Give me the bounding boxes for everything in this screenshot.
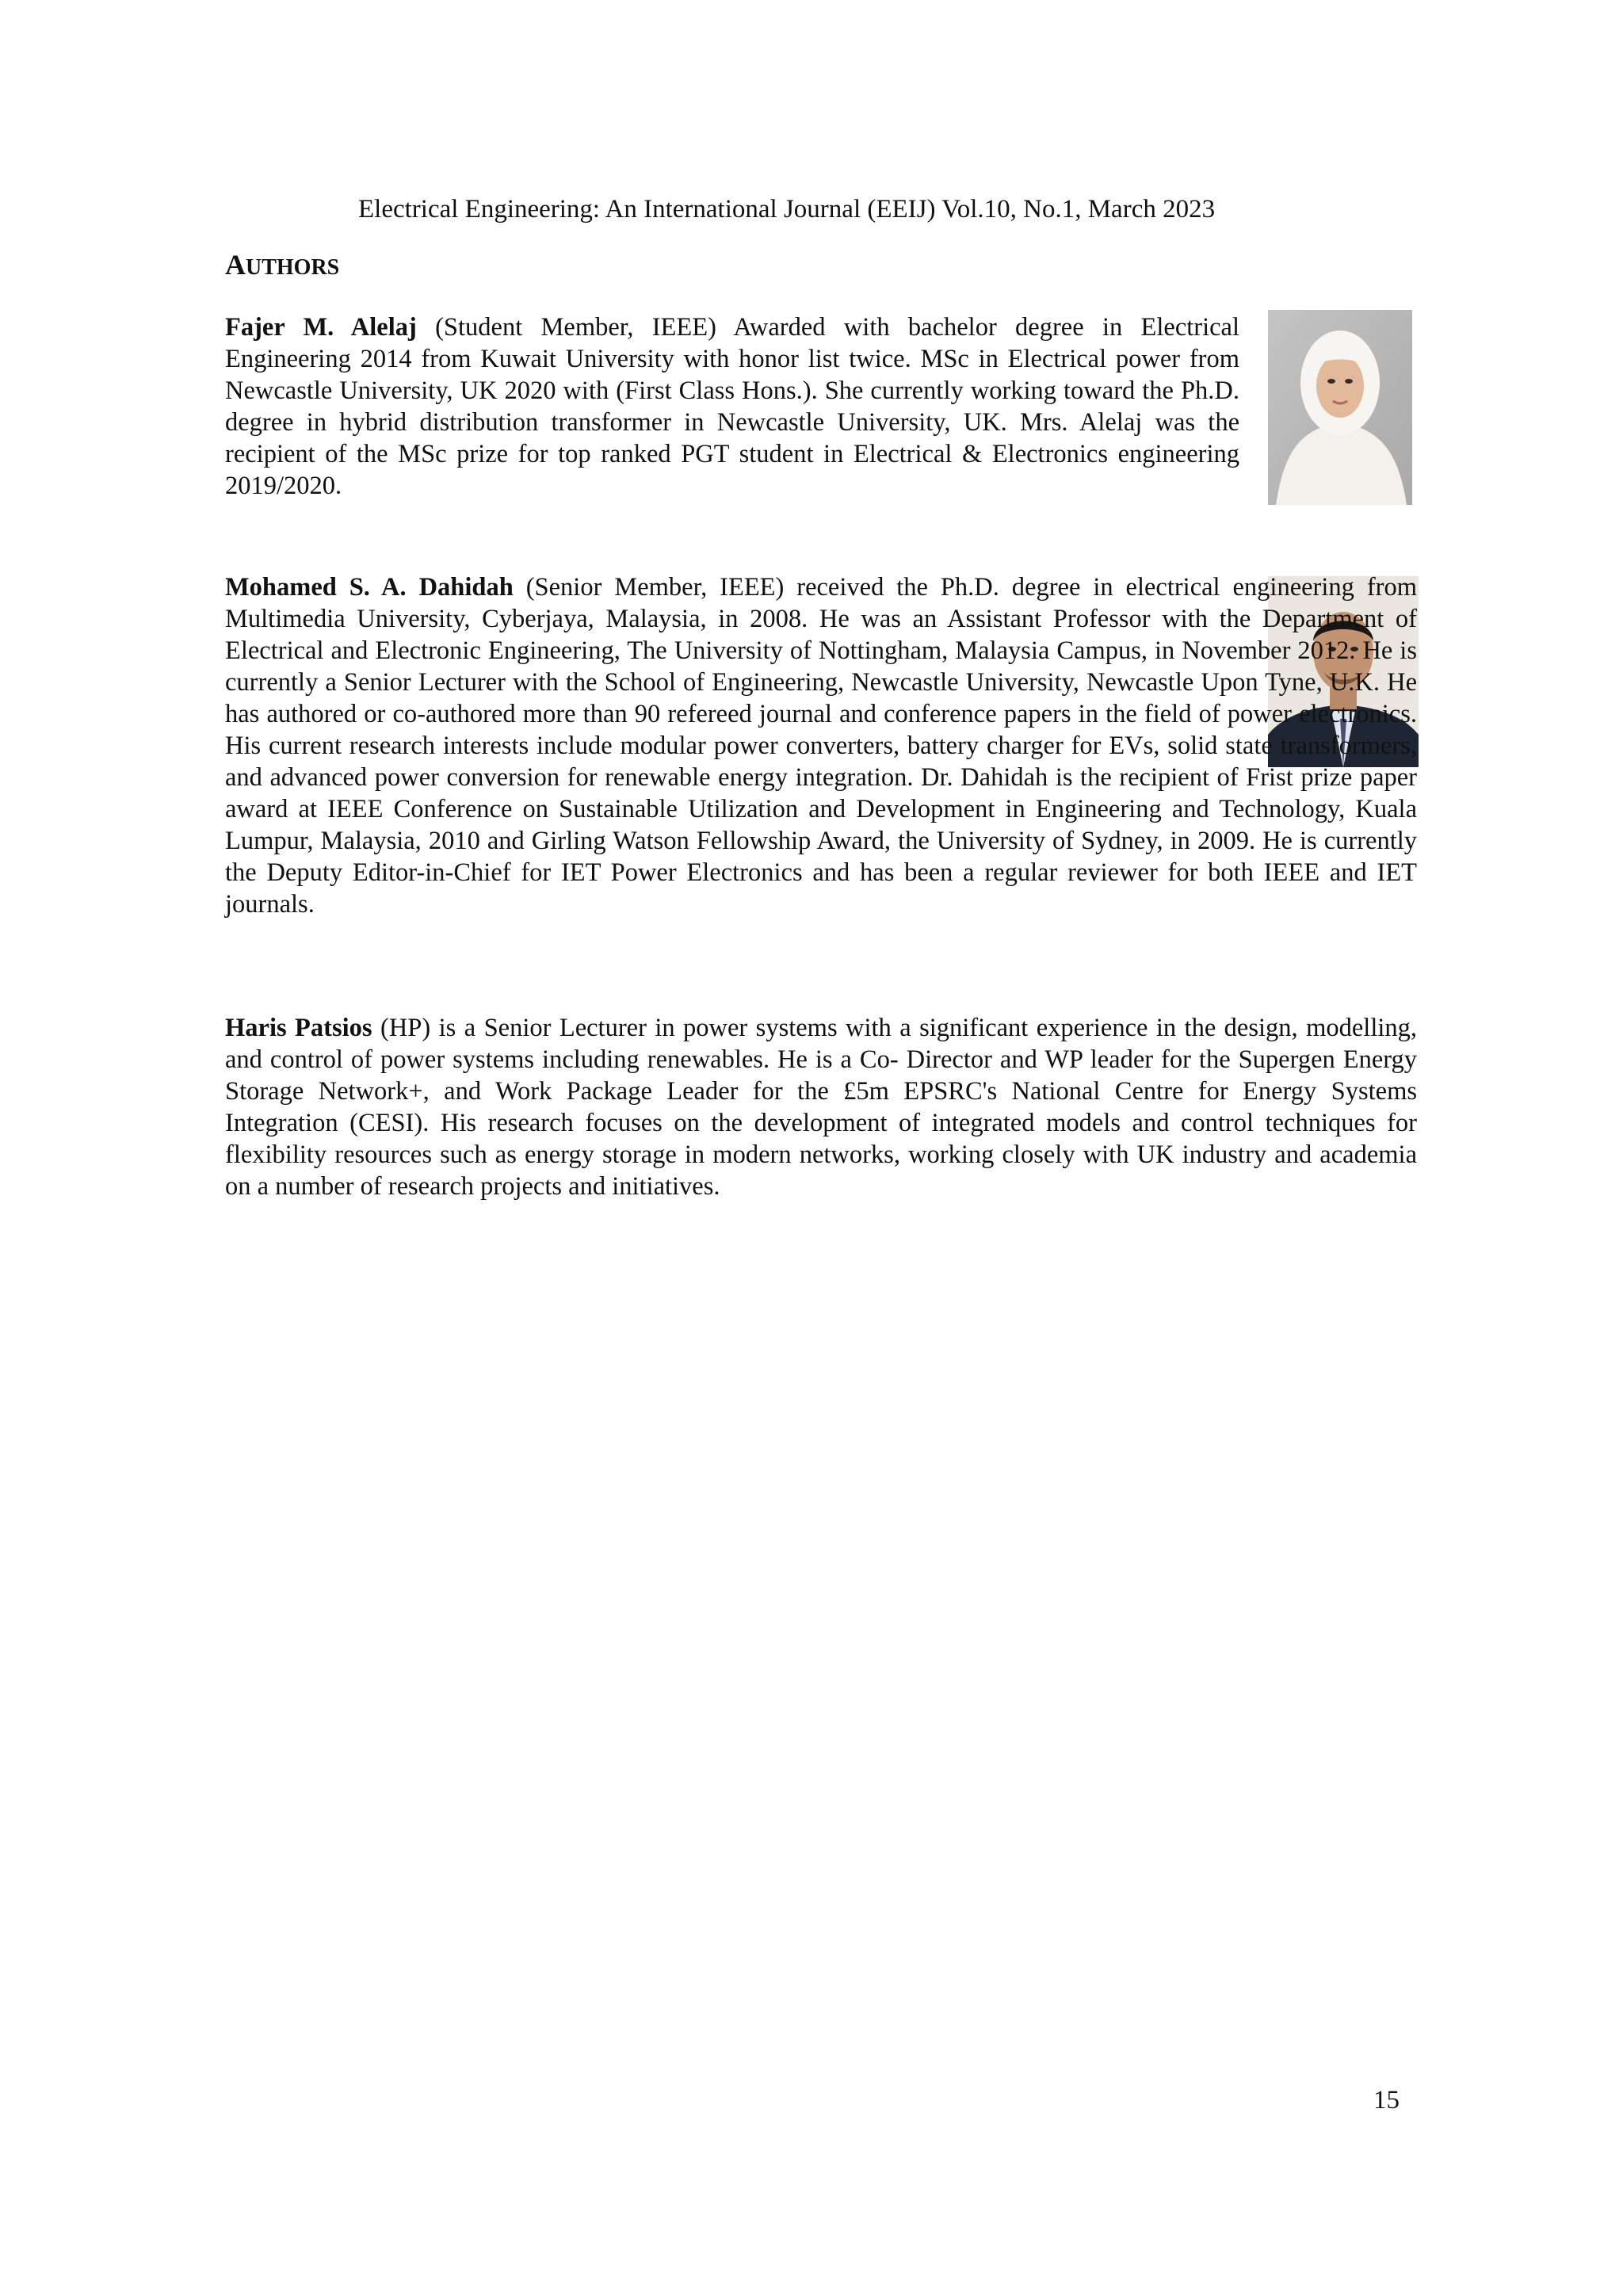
author-bio-dahidah bbox=[225, 571, 1417, 920]
author-bio-text: (HP) is a Senior Lecturer in power systems with a significant experience in the design, modelling, and control of power systems including renewables. He is a Co- Director and WP leader for the Supergen Energy Storage Network+, and Work Package Leader for the £5m EPSRC's National Centre for Energy Systems Integration (CESI). His research focuses on the development of integrated models and control techniques for flexibility resources such as energy storage in modern networks, working closely with UK industry and academia on a number of research projects and initiatives. bbox=[225, 1014, 1418, 1201]
author-photo-alelaj bbox=[1268, 310, 1412, 505]
author-bio-patsios bbox=[225, 1012, 1417, 1202]
section-heading bbox=[225, 248, 339, 285]
page-number: 15 bbox=[1373, 2086, 1400, 2115]
author-bio-text: (Senior Member, IEEE) received the Ph.D. degree in electrical engineering from Multimedia University, Cyberjaya, Malaysia, in 2008. He was an Assistant Professor with the Department of Electrical and Electronic Engineering, The University of Nottingham, Malaysia Campus, in November 2012. He is currently a Senior Lecturer with the School of Engineering, Newcastle University, Newcastle Upon Tyne, U.K. He has authored or co-authored more than 90 refereed journal and conference papers in the field of power electronics. His current research interests include modular power converters, battery charger for EVs, solid state transformers, and advanced power conversion for renewable energy integration. Dr. Dahidah is the recipient of Frist prize paper award at IEEE Conference on Sustainable Utilization and Development in Engineering and Technology, Kuala Lumpur, Malaysia, 2010 and Girling Watson Fellowship Award, the University of Sydney, in 2009. He is currently the Deputy Editor-in-Chief for IET Power Electronics and has been a regular reviewer for both IEEE and IET journals. bbox=[225, 573, 1417, 919]
author-name: Fajer M. Alelaj bbox=[225, 313, 417, 342]
author-portrait-graphic bbox=[1268, 310, 1412, 505]
author-bio-text: (Student Member, IEEE) Awarded with bachelor degree in Electrical Engineering 2014 from Kuwait University with honor list twice. MSc in Electrical power from Newcastle University, UK 2020 with (First Class Hons.). She currently working toward the Ph.D. degree in hybrid distribution transformer in Newcastle University, UK. Mrs. Alelaj was the recipient of the MSc prize for top ranked PGT student in Electrical & Electronics engineering 2019/2020. bbox=[225, 313, 1240, 500]
section-heading-initial: A bbox=[225, 249, 246, 281]
section-heading-rest: UTHORS bbox=[246, 255, 340, 280]
author-name: Haris Patsios bbox=[225, 1014, 372, 1042]
author-bio-alelaj bbox=[225, 311, 1239, 502]
author-name: Mohamed S. A. Dahidah bbox=[225, 573, 514, 602]
running-header: Electrical Engineering: An International Journal (EEIJ) Vol.10, No.1, March 2023 bbox=[358, 195, 1216, 223]
